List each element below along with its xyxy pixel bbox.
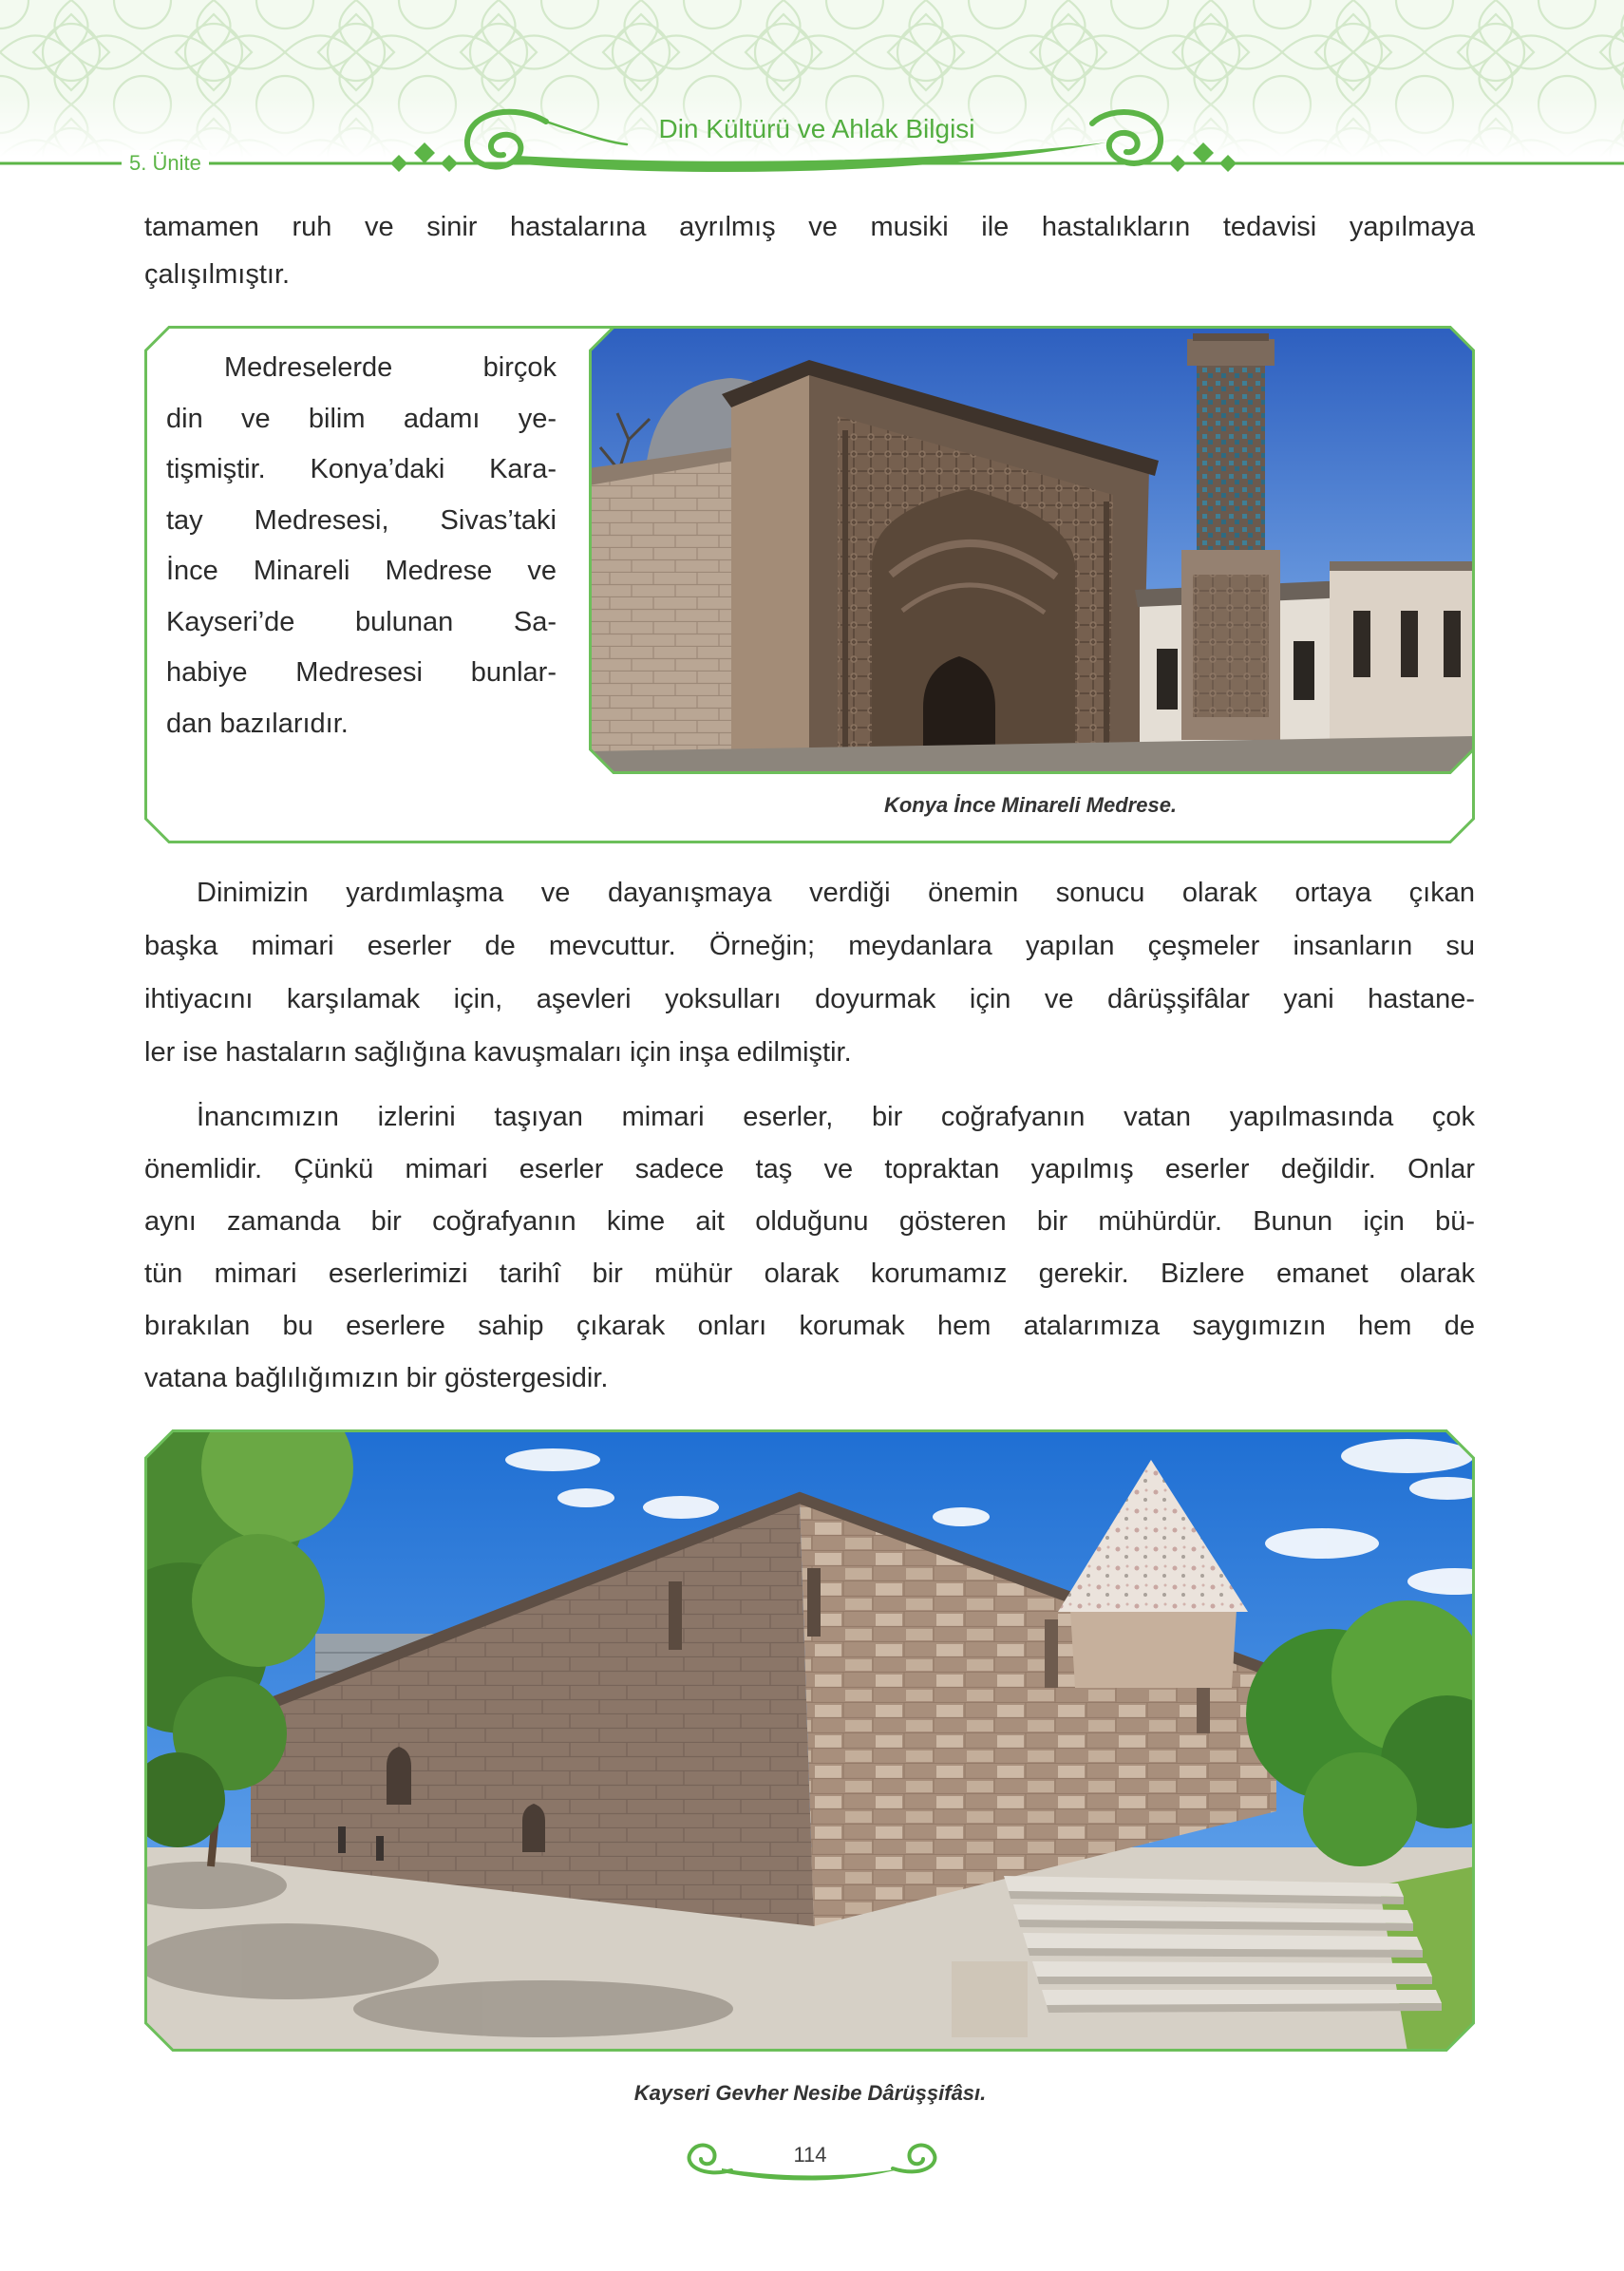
text-line: habiye Medresesi bunlar-	[166, 657, 557, 688]
text-line: Dinimizin yardımlaşma ve dayanışmaya verdiği önemin sonucu olarak ortaya çıkan	[197, 878, 1475, 908]
text-line: tay Medresesi, Sivas’taki	[166, 504, 557, 536]
text-line: ihtiyacını karşılamak için, aşevleri yoksulları doyurmak için ve dârüşşifâlar yani hastane-	[144, 984, 1475, 1014]
text-line: çalışılmıştır.	[144, 259, 291, 290]
text-line: İnancımızın izlerini taşıyan mimari eserler, bir coğrafyanın vatan yapılmasında çok	[197, 1102, 1475, 1132]
paragraph	[144, 203, 1475, 298]
diamond-ornament-right	[1169, 142, 1237, 172]
text-line: tişmiştir. Konya’daki Kara-	[166, 454, 557, 484]
info-box-text	[166, 343, 557, 749]
title-underline-band	[513, 142, 1106, 172]
photo-konya-madrasa	[589, 326, 1475, 774]
unit-label: 5. Ünite	[122, 150, 209, 177]
book-title: Din Kültürü ve Ahlak Bilgisi	[658, 114, 975, 143]
text-line: aynı zamanda bir coğrafyanın kime ait olduğunu gösteren bir mühürdür. Bunun için bü-	[144, 1206, 1475, 1237]
title-swirl-right	[1092, 112, 1161, 163]
text-line: tamamen ruh ve sinir hastalarına ayrılmış ve musiki ile hastalıkların tedavisi yapılmaya	[144, 212, 1475, 242]
text-line: İnce Minareli Medrese ve	[166, 556, 557, 586]
paragraph	[144, 866, 1475, 1079]
text-line: Medreselerde birçok	[224, 352, 557, 383]
text-line: vatana bağlılığımızın bir göstergesidir.	[144, 1363, 609, 1393]
diamond-ornament-left	[390, 142, 458, 172]
photo-caption: Konya İnce Minareli Medrese.	[883, 793, 1178, 817]
text-line: din ve bilim adamı ye-	[166, 403, 557, 434]
text-line: Kayseri’de bulunan Sa-	[166, 606, 557, 637]
page-number: 114	[793, 2143, 827, 2167]
header-ornament	[0, 0, 1624, 190]
text-line: dan bazılarıdır.	[166, 708, 349, 739]
text-line: başka mimari eserler de mevcuttur. Örneğin; meydanlara yapılan çeşmeler insanların su	[144, 931, 1475, 961]
paragraph	[144, 1091, 1475, 1405]
text-line: ler ise hastaların sağlığına kavuşmaları için inşa edilmiştir.	[144, 1037, 852, 1068]
text-line: tün mimari eserlerimizi tarihî bir mühür olarak korumamız gerekir. Bizlere emanet olarak	[144, 1259, 1475, 1289]
photo-kayseri-darussifa	[144, 1429, 1475, 2052]
figure-caption: Kayseri Gevher Nesibe Dârüşşifâsı.	[633, 2081, 987, 2105]
side-wall	[589, 459, 731, 774]
text-line: bırakılan bu eserlere sahip çıkarak onları korumak hem atalarımıza saygımızın hem de	[144, 1311, 1475, 1341]
text-line: önemlidir. Çünkü mimari eserler sadece taş ve topraktan yapılmış eserler değildir. Onlar	[144, 1154, 1475, 1184]
